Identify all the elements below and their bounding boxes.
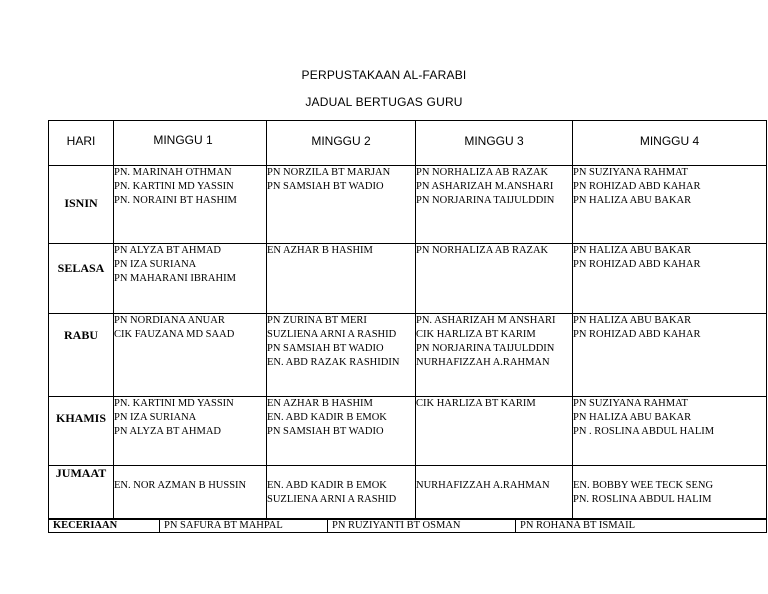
teacher-name: PN IZA SURIANA bbox=[114, 259, 197, 270]
teacher-name: PN NORJARINA TAIJULDDIN bbox=[416, 343, 555, 354]
duty-cell bbox=[573, 166, 767, 244]
duty-cell bbox=[416, 397, 573, 466]
duty-cell bbox=[267, 314, 416, 397]
duty-cell bbox=[416, 166, 573, 244]
day-label: JUMAAT bbox=[49, 466, 114, 520]
teacher-name: PN HALIZA ABU BAKAR bbox=[573, 195, 692, 206]
teacher-name: EN. BOBBY WEE TECK SENG bbox=[573, 480, 714, 491]
duty-cell bbox=[573, 244, 767, 314]
schedule-row bbox=[49, 314, 767, 397]
teacher-name: EN. ABD KADIR B EMOK bbox=[267, 480, 387, 491]
teacher-name: PN. KARTINI MD YASSIN bbox=[114, 398, 234, 409]
day-label: KHAMIS bbox=[49, 397, 114, 466]
day-label: SELASA bbox=[49, 244, 114, 314]
teacher-name: PN ALYZA BT AHMAD bbox=[114, 426, 221, 437]
schedule-body bbox=[49, 166, 767, 520]
teacher-name: PN NORHALIZA AB RAZAK bbox=[416, 167, 549, 178]
teacher-name: EN. ABD RAZAK RASHIDIN bbox=[267, 357, 400, 368]
header-week-4: MINGGU 4 bbox=[573, 121, 767, 166]
teacher-name: PN SUZIYANA RAHMAT bbox=[573, 398, 688, 409]
teacher-name: PN SUZIYANA RAHMAT bbox=[573, 167, 688, 178]
header-week-1: MINGGU 1 bbox=[114, 121, 267, 166]
header-week-2: MINGGU 2 bbox=[267, 121, 416, 166]
teacher-name: PN HALIZA ABU BAKAR bbox=[573, 315, 692, 326]
teacher-name: PN SAMSIAH BT WADIO bbox=[267, 426, 384, 437]
teacher-name: PN. ASHARIZAH M ANSHARI bbox=[416, 315, 556, 326]
teacher-name: EN AZHAR B HASHIM bbox=[267, 398, 373, 409]
teacher-name: CIK FAUZANA MD SAAD bbox=[114, 329, 235, 340]
teacher-name: SUZLIENA ARNI A RASHID bbox=[267, 494, 397, 505]
duty-cell bbox=[416, 244, 573, 314]
header-day: HARI bbox=[49, 121, 114, 166]
footer-teacher: PN SAFURA BT MAHPAL bbox=[160, 519, 328, 533]
duty-cell bbox=[267, 166, 416, 244]
teacher-name: PN HALIZA ABU BAKAR bbox=[573, 412, 692, 423]
header-row bbox=[49, 121, 767, 166]
teacher-name: PN. ROSLINA ABDUL HALIM bbox=[573, 494, 712, 505]
duty-cell bbox=[573, 466, 767, 520]
teacher-name: NURHAFIZZAH A.RAHMAN bbox=[416, 480, 550, 491]
duty-cell bbox=[573, 314, 767, 397]
day-label: ISNIN bbox=[49, 166, 114, 244]
duty-cell bbox=[114, 314, 267, 397]
teacher-name: PN. MARINAH OTHMAN bbox=[114, 167, 232, 178]
teacher-name: CIK HARLIZA BT KARIM bbox=[416, 329, 536, 340]
document-subtitle: JADUAL BERTUGAS GURU bbox=[305, 95, 463, 109]
teacher-name: PN ALYZA BT AHMAD bbox=[114, 245, 221, 256]
teacher-name: EN AZHAR B HASHIM bbox=[267, 245, 373, 256]
duty-cell bbox=[267, 244, 416, 314]
teacher-name: PN. KARTINI MD YASSIN bbox=[114, 181, 234, 192]
teacher-name: PN ASHARIZAH M.ANSHARI bbox=[416, 181, 554, 192]
duty-cell bbox=[267, 397, 416, 466]
duty-cell bbox=[114, 244, 267, 314]
duty-cell bbox=[416, 314, 573, 397]
teacher-name: NURHAFIZZAH A.RAHMAN bbox=[416, 357, 550, 368]
teacher-name: PN ROHIZAD ABD KAHAR bbox=[573, 329, 701, 340]
teacher-name: PN ROHIZAD ABD KAHAR bbox=[573, 181, 701, 192]
teacher-name: SUZLIENA ARNI A RASHID bbox=[267, 329, 397, 340]
teacher-name: PN NORHALIZA AB RAZAK bbox=[416, 245, 549, 256]
duty-cell bbox=[267, 466, 416, 520]
teacher-name: CIK HARLIZA BT KARIM bbox=[416, 398, 536, 409]
keceriaan-row bbox=[48, 518, 767, 533]
duty-cell bbox=[416, 466, 573, 520]
footer-label: KECERIAAN bbox=[49, 519, 160, 533]
teacher-name: EN. ABD KADIR B EMOK bbox=[267, 412, 387, 423]
teacher-name: PN NORZILA BT MARJAN bbox=[267, 167, 391, 178]
teacher-name: PN ZURINA BT MERI bbox=[267, 315, 367, 326]
schedule-row bbox=[49, 244, 767, 314]
day-label: RABU bbox=[49, 314, 114, 397]
teacher-name: PN. NORAINI BT HASHIM bbox=[114, 195, 237, 206]
teacher-name: PN HALIZA ABU BAKAR bbox=[573, 245, 692, 256]
footer-teacher: PN RUZIYANTI BT OSMAN bbox=[328, 519, 516, 533]
duty-cell bbox=[573, 397, 767, 466]
teacher-name: PN IZA SURIANA bbox=[114, 412, 197, 423]
schedule-row bbox=[49, 466, 767, 520]
header-week-3: MINGGU 3 bbox=[416, 121, 573, 166]
document-title: PERPUSTAKAAN AL-FARABI bbox=[301, 68, 467, 82]
teacher-name: PN . ROSLINA ABDUL HALIM bbox=[573, 426, 715, 437]
duty-schedule-table bbox=[48, 120, 767, 520]
teacher-name: PN NORJARINA TAIJULDDIN bbox=[416, 195, 555, 206]
schedule-row bbox=[49, 397, 767, 466]
teacher-name: PN NORDIANA ANUAR bbox=[114, 315, 225, 326]
teacher-name: EN. NOR AZMAN B HUSSIN bbox=[114, 480, 247, 491]
footer-teacher: PN ROHANA BT ISMAIL bbox=[516, 519, 767, 533]
teacher-name: PN SAMSIAH BT WADIO bbox=[267, 181, 384, 192]
teacher-name: PN SAMSIAH BT WADIO bbox=[267, 343, 384, 354]
duty-cell bbox=[114, 166, 267, 244]
schedule-row bbox=[49, 166, 767, 244]
duty-cell bbox=[114, 397, 267, 466]
duty-cell bbox=[114, 466, 267, 520]
teacher-name: PN MAHARANI IBRAHIM bbox=[114, 273, 236, 284]
teacher-name: PN ROHIZAD ABD KAHAR bbox=[573, 259, 701, 270]
